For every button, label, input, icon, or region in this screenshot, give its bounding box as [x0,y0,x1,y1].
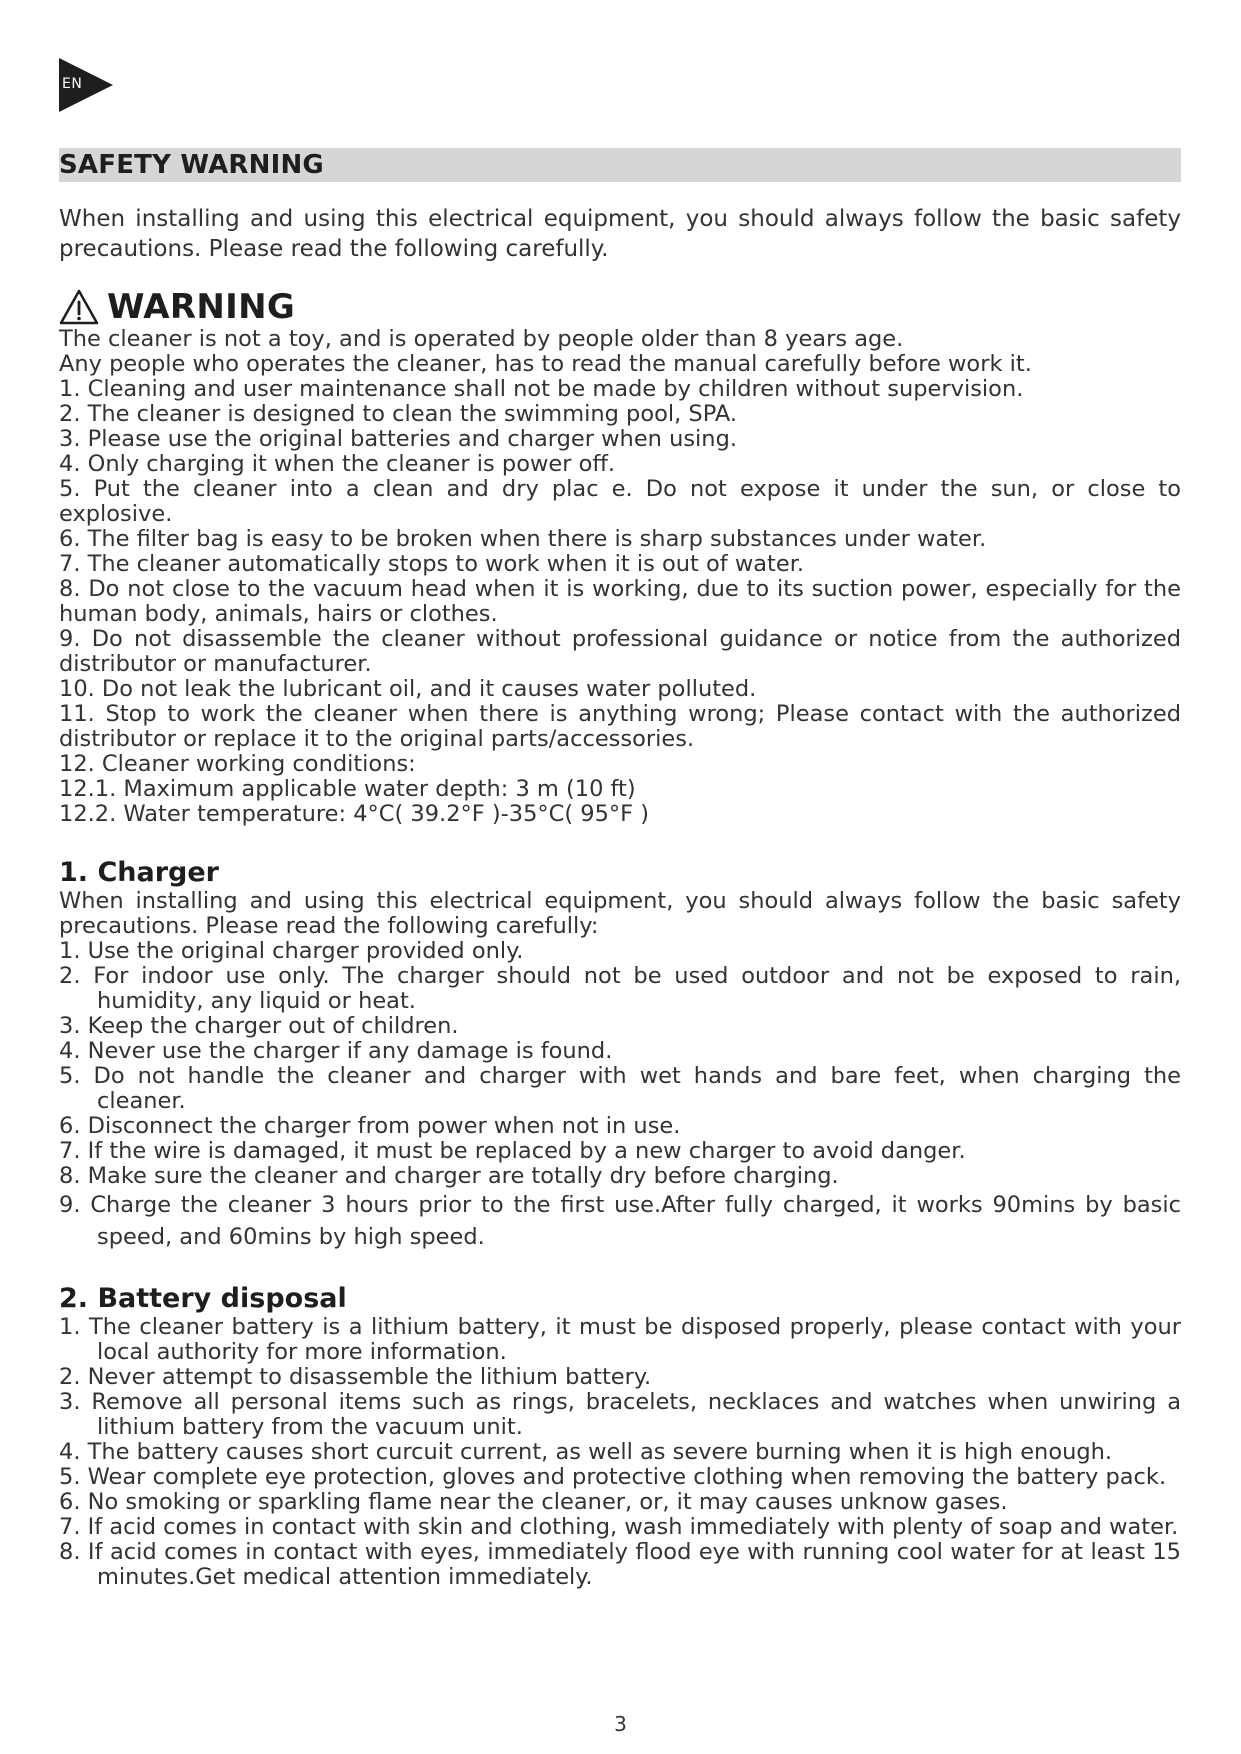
warning-line: 3. Please use the original batteries and charger when using. [59,426,737,452]
warning-line: 7. The cleaner automatically stops to work when it is out of water. [59,551,805,577]
warning-line: 9. Do not disassemble the cleaner without professional guidance or notice from the authorized distributor or manufacturer. [59,626,1181,677]
charger-item: 9. Charge the cleaner 3 hours prior to the first use.After fully charged, it works 90mins by basic speed, and 60mins by high speed. [59,1192,1181,1250]
battery-heading: 2. Battery disposal [59,1283,347,1314]
warning-line: 10. Do not leak the lubricant oil, and it causes water polluted. [59,676,757,702]
warning-line: 6. The filter bag is easy to be broken when there is sharp substances under water. [59,526,987,552]
battery-item: 8. If acid comes in contact with eyes, immediately flood eye with running cool water for at least 15 minutes.Get medical attention immediately. [59,1539,1181,1590]
charger-item: 4. Never use the charger if any damage is found. [59,1038,613,1064]
section-title-bar: SAFETY WARNING [59,148,1181,182]
warning-line: 5. Put the cleaner into a clean and dry plac e. Do not expose it under the sun, or close to explosive. [59,476,1181,527]
battery-item: 4. The battery causes short curcuit current, as well as severe burning when it is high enough. [59,1439,1113,1465]
warning-triangle-icon [59,289,99,325]
warning-line: 12.2. Water temperature: 4°C( 39.2°F )-35°C( 95°F ) [59,801,650,827]
warning-line: 2. The cleaner is designed to clean the swimming pool, SPA. [59,401,737,427]
warning-line: 1. Cleaning and user maintenance shall not be made by children without supervision. [59,376,1024,402]
battery-item: 6. No smoking or sparkling flame near the cleaner, or, it may causes unknow gases. [59,1489,1008,1515]
charger-list [59,939,1181,1253]
intro-paragraph: When installing and using this electrical equipment, you should always follow the basic safety precautions. Please read the following carefully. [59,206,1181,262]
warning-line: 12.1. Maximum applicable water depth: 3 m (10 ft) [59,776,636,802]
page-number: 3 [614,1712,627,1736]
warning-line: Any people who operates the cleaner, has to read the manual carefully before work it. [59,351,1032,377]
charger-item: 7. If the wire is damaged, it must be replaced by a new charger to avoid danger. [59,1138,966,1164]
charger-item: 6. Disconnect the charger from power when not in use. [59,1113,681,1139]
warning-line: 8. Do not close to the vacuum head when it is working, due to its suction power, especially for the human body, animals, hairs or clothes. [59,576,1181,627]
battery-item: 3. Remove all personal items such as rings, bracelets, necklaces and watches when unwiring a lithium battery from the vacuum unit. [59,1389,1181,1440]
warning-title: WARNING [107,287,296,327]
warning-line: 12. Cleaner working conditions: [59,751,416,777]
charger-heading: 1. Charger [59,857,219,888]
battery-item: 1. The cleaner battery is a lithium battery, it must be disposed properly, please contact with your local authority for more information. [59,1314,1181,1365]
charger-intro: When installing and using this electrical equipment, you should always follow the basic safety precautions. Please read the following carefully: [59,888,1181,939]
warning-line: The cleaner is not a toy, and is operated by people older than 8 years age. [59,326,904,352]
language-label: EN [62,76,83,92]
page-content [59,148,1181,1590]
warning-heading [59,287,1181,327]
battery-list [59,1315,1181,1590]
charger-item: 2. For indoor use only. The charger should not be used outdoor and not be exposed to rain, humidity, any liquid or heat. [59,963,1181,1014]
charger-item: 8. Make sure the cleaner and charger are totally dry before charging. [59,1163,839,1189]
charger-item: 1. Use the original charger provided only. [59,938,524,964]
battery-item: 5. Wear complete eye protection, gloves and protective clothing when removing the battery pack. [59,1464,1167,1490]
charger-item: 5. Do not handle the cleaner and charger with wet hands and bare feet, when charging the cleaner. [59,1063,1181,1114]
warning-list [59,327,1181,827]
battery-item: 7. If acid comes in contact with skin and clothing, wash immediately with plenty of soap and water. [59,1514,1179,1540]
battery-item: 2. Never attempt to disassemble the lithium battery. [59,1364,652,1390]
warning-line: 11. Stop to work the cleaner when there is anything wrong; Please contact with the authorized distributor or replace it to the original parts/accessories. [59,701,1181,752]
charger-item: 3. Keep the charger out of children. [59,1013,459,1039]
warning-line: 4. Only charging it when the cleaner is power off. [59,451,616,477]
